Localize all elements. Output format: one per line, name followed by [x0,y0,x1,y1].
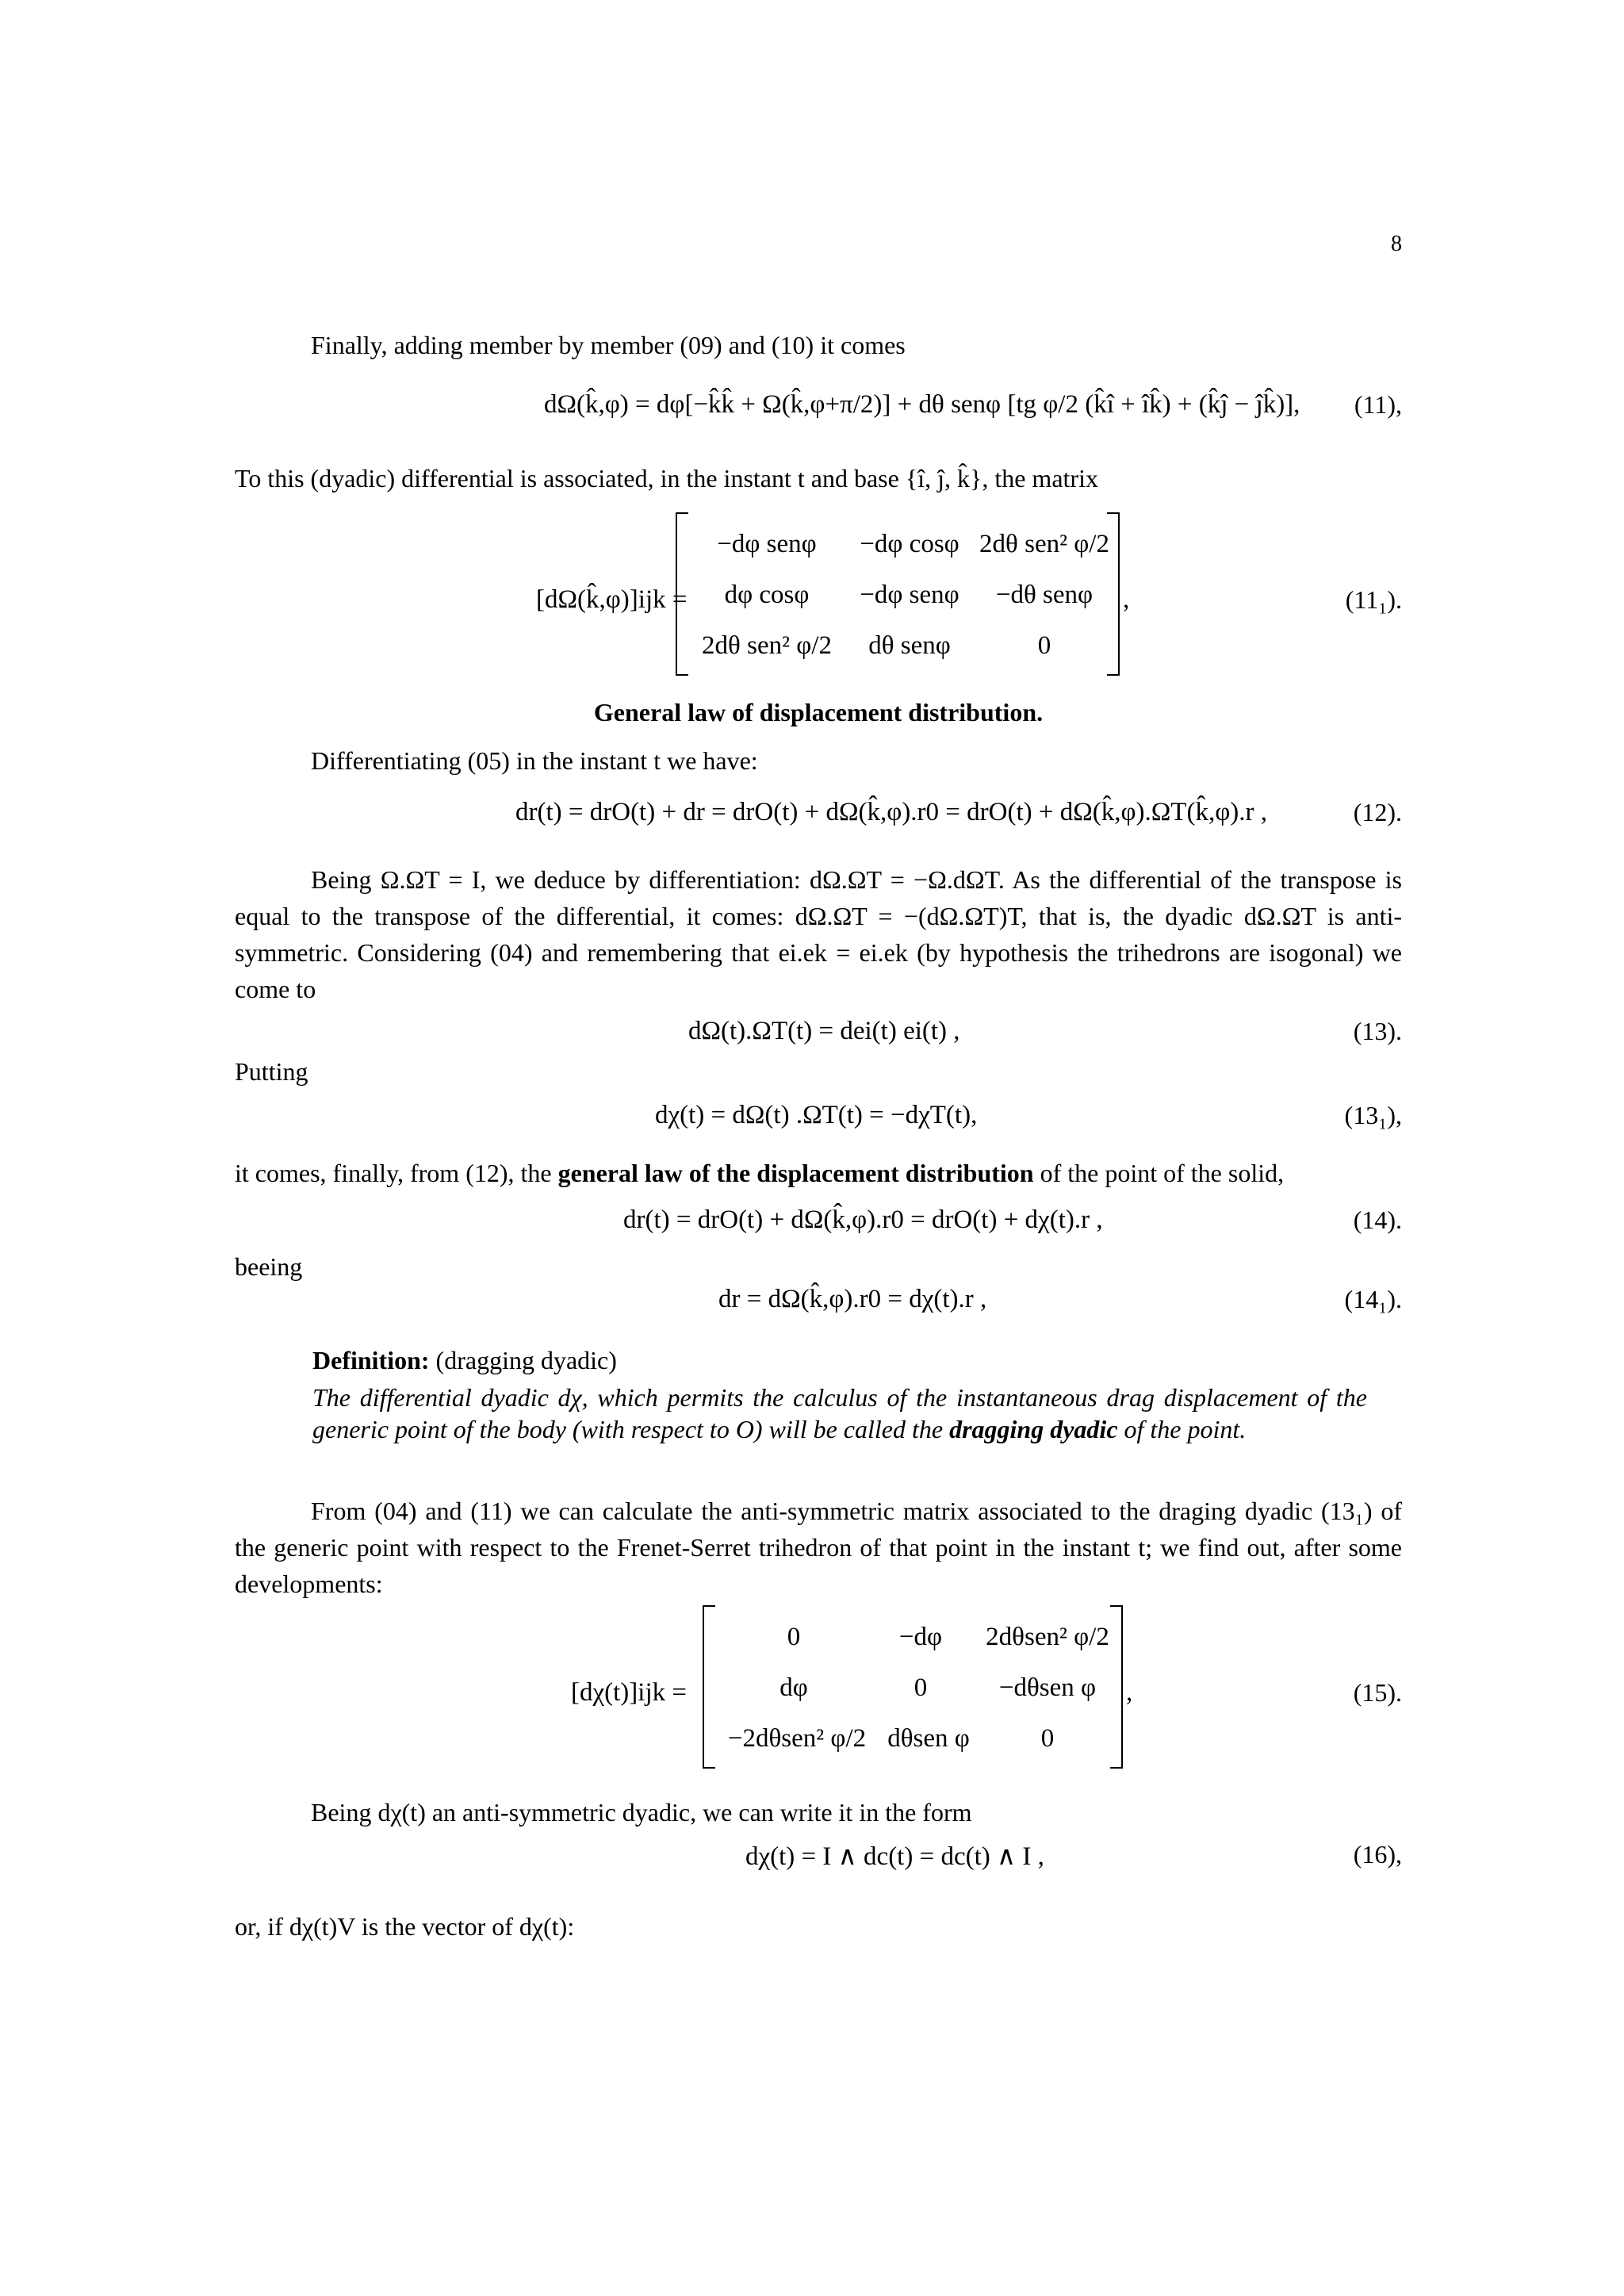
matrix-cell: 2dθsen² φ/2 [986,1623,1109,1651]
matrix-cell: 2dθ sen² φ/2 [702,631,832,660]
matrix-cell: 0 [787,1623,801,1651]
matrix-11-lhs: [dΩ(k̂,φ)]ijk = [536,585,688,614]
matrix-cell: −dφ senφ [860,581,959,609]
definition-label: Definition: [312,1346,430,1374]
equation-14-1-number: (14₁). [1344,1285,1402,1313]
comes-line-bold: general law of the displacement distribution [557,1159,1034,1187]
matrix-cell: 0 [1037,631,1051,660]
definition-body-post: of the point. [1117,1415,1247,1443]
matrix-11 [676,512,1120,676]
matrix-11-number: (11₁). [1345,585,1402,614]
assoc-line: To this (dyadic) differential is associated, in the instant t and base {î, ĵ, k̂}, the matrix [235,464,1098,493]
definition-body [312,1382,1367,1445]
matrix-15 [703,1605,1123,1769]
last-line: or, if dχ(t)V is the vector of dχ(t): [235,1912,575,1941]
matrix-cell: 0 [914,1673,928,1702]
matrix-cell: 2dθ sen² φ/2 [979,530,1109,558]
page-number: 8 [1391,232,1402,256]
equation-14-1: dr = dΩ(k̂,φ).r0 = dχ(t).r , [718,1285,987,1313]
equation-12: dr(t) = drO(t) + dr = drO(t) + dΩ(k̂,φ).r0 = drO(t) + dΩ(k̂,φ).ΩT(k̂,φ).r , [515,798,1267,826]
matrix-cell: dθ senφ [868,631,951,660]
definition-body-bold: dragging dyadic [949,1415,1118,1443]
matrix-cell: −dφ senφ [717,530,817,558]
matrix-15-lhs: [dχ(t)]ijk = [571,1678,687,1707]
matrix-cell: −2dθsen² φ/2 [727,1724,867,1753]
equation-11-number: (11), [1354,390,1402,419]
equation-13: dΩ(t).ΩT(t) = dei(t) ei(t) , [688,1017,960,1045]
being-line: Being dχ(t) an anti-symmetric dyadic, we can write it in the form [311,1798,972,1826]
paragraph-being: Being Ω.ΩT = I, we deduce by differentiation: dΩ.ΩT = −Ω.dΩT. As the differential of the transpose is equal to the transpose of the differential, it comes: dΩ.ΩT = −(dΩ.ΩT)T, that is, the dyadic dΩ.ΩT is anti-symmetric. Considering (04) and remembering that ei.ek = ei.ek (by hypothesis the trihedrons are isogonal) we come to [235,865,1402,1003]
matrix-11-trail: , [1123,585,1130,614]
equation-12-number: (12). [1353,798,1402,826]
equation-13-number: (13). [1353,1017,1402,1045]
beeing-label: beeing [235,1252,303,1281]
comes-line-post: of the point of the solid, [1033,1159,1285,1187]
comes-line-pre: it comes, finally, from (12), the [235,1159,558,1187]
matrix-left-bracket [676,512,688,676]
matrix-cell: −dφ [898,1623,943,1651]
equation-11: dΩ(k̂,φ) = dφ[−k̂k̂ + Ω(k̂,φ+π/2)] + dθ senφ [tg φ/2 (k̂î + îk̂) + (k̂ĵ − ĵk̂)], [544,390,1300,419]
comes-line [235,1155,1284,1191]
matrix-15-number: (15). [1353,1678,1402,1707]
matrix-cell: 0 [1040,1724,1055,1753]
equation-13-1: dχ(t) = dΩ(t) .ΩT(t) = −dχT(t), [655,1101,978,1129]
putting-label: Putting [235,1057,308,1086]
equation-14: dr(t) = drO(t) + dΩ(k̂,φ).r0 = drO(t) + dχ(t).r , [623,1205,1103,1234]
intro-line: Finally, adding member by member (09) and (10) it comes [311,331,906,359]
equation-16-number: (16), [1353,1840,1402,1869]
matrix-cell: −dθ senφ [995,581,1094,609]
definition-heading [312,1342,617,1378]
matrix-cell: dφ [779,1673,808,1702]
equation-13-1-number: (13₁), [1344,1101,1402,1129]
definition-paren: (dragging dyadic) [429,1346,617,1374]
matrix-cell: dφ cosφ [724,581,810,609]
matrix-cell: dθsen φ [887,1724,970,1753]
diff-line: Differentiating (05) in the instant t we have: [311,746,758,775]
section-title: General law of displacement distribution. [593,698,1044,726]
equation-14-number: (14). [1353,1205,1402,1234]
matrix-15-trail: , [1126,1678,1133,1707]
matrix-cell: −dφ cosφ [860,530,959,558]
matrix-cell: −dθsen φ [998,1673,1097,1702]
paragraph-from04: From (04) and (11) we can calculate the anti-symmetric matrix associated to the draging dyadic (13₁) of the generic point with respect to the Frenet-Serret trihedron of that point in the instant t; we find out, after some developments: [235,1497,1402,1598]
equation-16: dχ(t) = I ∧ dc(t) = dc(t) ∧ I , [745,1842,1044,1871]
definition-body-pre: The differential dyadic dχ, which permits the calculus of the instantaneous drag displacement of the generic point of the body (with respect to O) will be called the [312,1383,1367,1443]
